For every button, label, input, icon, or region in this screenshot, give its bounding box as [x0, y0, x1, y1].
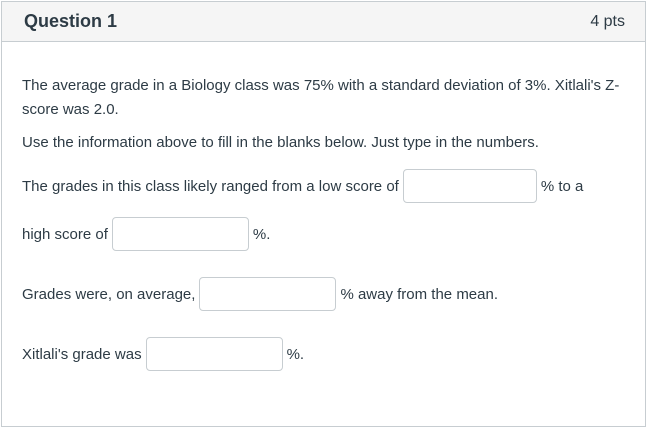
- line3-text-after: % away from the mean.: [340, 285, 499, 303]
- question-title: Question 1: [24, 11, 118, 31]
- question-points: 4 pts: [590, 12, 625, 30]
- blank-row-3: [22, 277, 498, 311]
- question-header: [2, 2, 645, 42]
- low-score-input[interactable]: [403, 169, 537, 203]
- blank-row-4: [22, 337, 304, 371]
- question-instructions: Use the information above to fill in the blanks below. Just type in the numbers.: [22, 134, 539, 151]
- blank-row-2: [22, 217, 270, 251]
- blank-row-1: [22, 169, 583, 203]
- line3-text-before: Grades were, on average,: [22, 285, 196, 303]
- line4-text-after: %.: [286, 345, 305, 363]
- xitlali-grade-input[interactable]: [146, 337, 283, 371]
- high-score-input[interactable]: [112, 217, 249, 251]
- line4-text-before: Xitlali's grade was: [22, 345, 142, 363]
- question-intro: The average grade in a Biology class was 75% with a standard deviation of 3%. Xitlali's Z-score was 2.0.: [22, 77, 620, 118]
- line2-text-after: %.: [252, 225, 271, 243]
- line1-text-before: The grades in this class likely ranged from a low score of: [22, 177, 399, 195]
- line1-text-after: % to a: [540, 177, 584, 195]
- line2-text-before: high score of: [22, 225, 108, 243]
- avg-distance-input[interactable]: [199, 277, 336, 311]
